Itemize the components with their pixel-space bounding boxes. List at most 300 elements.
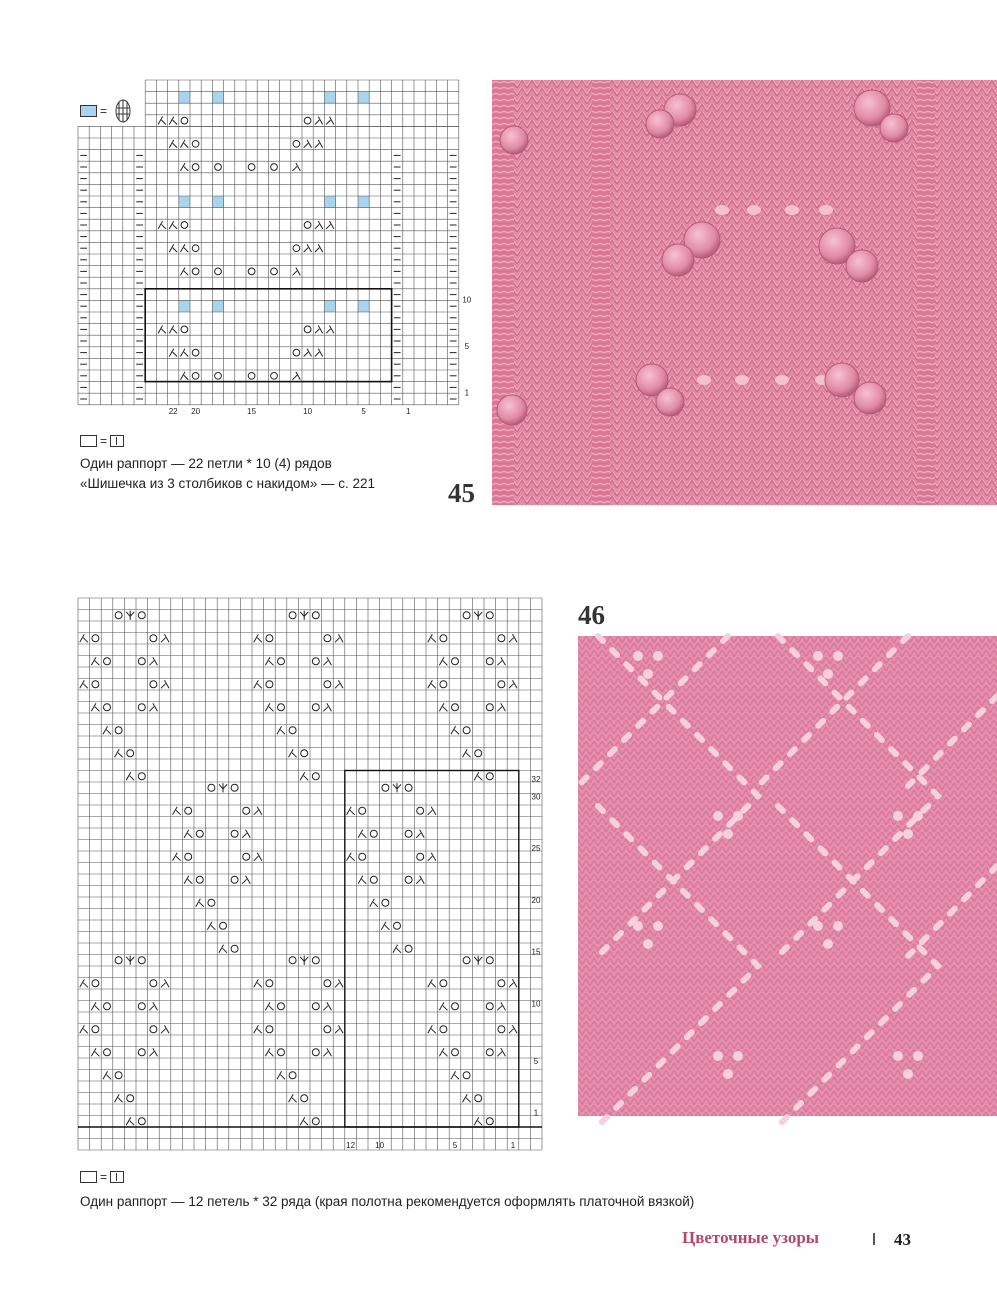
page-number: 43 — [894, 1230, 911, 1249]
stitch-symbol — [104, 1049, 111, 1056]
stitch-symbol — [243, 807, 250, 814]
stitch-symbol — [127, 1095, 134, 1102]
col-label: 1 — [510, 1141, 516, 1150]
stitch-symbol — [265, 1002, 273, 1010]
stitch-symbol — [278, 658, 285, 665]
stitch-symbol — [104, 658, 111, 665]
stitch-symbol — [126, 956, 134, 965]
stitch-symbol — [169, 117, 177, 125]
stitch-symbol — [215, 268, 222, 275]
stitch-symbol — [475, 750, 482, 757]
stitch-symbol — [248, 164, 255, 171]
caption-46: Один раппорт — 12 петель * 32 ряда (края полотна рекомендуется оформлять платочной вязкой) — [80, 1194, 695, 1209]
knit-stitch-icon — [110, 1171, 124, 1183]
stitch-symbol — [358, 830, 366, 838]
stitch-symbol — [312, 1049, 319, 1056]
stitch-symbol — [315, 325, 323, 333]
stitch-symbol — [196, 830, 203, 837]
stitch-symbol — [304, 244, 312, 252]
stitch-symbol — [324, 1026, 331, 1033]
row-label: 32 — [531, 775, 541, 784]
stitch-symbol — [474, 1117, 482, 1125]
stitch-symbol — [180, 372, 188, 380]
stitch-symbol — [161, 680, 169, 688]
bobble-cell — [324, 196, 335, 208]
stitch-symbol — [428, 680, 436, 688]
stitch-symbol — [184, 876, 192, 884]
stitch-symbol — [315, 244, 323, 252]
stitch-symbol — [266, 681, 273, 688]
stitch-symbol — [91, 1002, 99, 1010]
stitch-symbol — [192, 372, 199, 379]
stitch-symbol — [463, 749, 471, 757]
row-label: 5 — [464, 342, 470, 352]
stitch-symbol — [335, 680, 343, 688]
stitch-symbol — [324, 980, 331, 987]
stitch-symbol — [254, 634, 262, 642]
stitch-symbol — [173, 807, 181, 815]
stitch-symbol — [347, 853, 355, 861]
stitch-symbol — [158, 325, 166, 333]
stitch-symbol — [486, 658, 493, 665]
stitch-symbol — [181, 117, 188, 124]
stitch-symbol — [150, 681, 157, 688]
stitch-symbol — [439, 703, 447, 711]
stitch-symbol — [254, 807, 262, 815]
stitch-symbol — [265, 657, 273, 665]
stitch-symbol — [92, 635, 99, 642]
stitch-symbol — [293, 349, 300, 356]
stitch-symbol — [304, 140, 312, 148]
stitch-symbol — [149, 657, 157, 665]
stitch-symbol — [304, 326, 311, 333]
stitch-symbol — [463, 727, 470, 734]
stitch-symbol — [358, 876, 366, 884]
stitch-symbol — [292, 163, 300, 171]
photo-45 — [492, 80, 997, 505]
stitch-symbol — [215, 372, 222, 379]
stitch-symbol — [463, 612, 470, 619]
row-label: 15 — [531, 947, 541, 957]
stitch-symbol — [440, 1026, 447, 1033]
stitch-symbol — [497, 1002, 505, 1010]
stitch-symbol — [405, 945, 412, 952]
col-label: 15 — [247, 406, 257, 416]
col-label: 10 — [303, 406, 313, 416]
stitch-symbol — [428, 979, 436, 987]
stitch-symbol — [115, 749, 123, 757]
stitch-symbol — [474, 611, 482, 620]
row-label: 30 — [531, 792, 541, 802]
stitch-symbol — [315, 221, 323, 229]
stitch-symbol — [451, 1071, 459, 1079]
stitch-symbol — [428, 634, 436, 642]
stitch-symbol — [254, 680, 262, 688]
stitch-symbol — [208, 899, 215, 906]
stitch-symbol — [289, 612, 296, 619]
stitch-symbol — [169, 140, 177, 148]
stitch-symbol — [266, 635, 273, 642]
stitch-symbol — [138, 957, 145, 964]
stitch-symbol — [181, 326, 188, 333]
stitch-symbol — [498, 681, 505, 688]
stitch-symbol — [312, 658, 319, 665]
stitch-symbol — [452, 704, 459, 711]
stitch-symbol — [92, 1026, 99, 1033]
stitch-symbol — [103, 1071, 111, 1079]
stitch-symbol — [173, 853, 181, 861]
legend-knit-46: = — [80, 1168, 124, 1186]
stitch-symbol — [243, 853, 250, 860]
stitch-symbol — [126, 1117, 134, 1125]
stitch-symbol — [149, 1002, 157, 1010]
stitch-symbol — [315, 140, 323, 148]
chart-46-grid — [78, 598, 556, 1160]
stitch-symbol — [315, 117, 323, 125]
stitch-symbol — [509, 680, 517, 688]
stitch-symbol — [289, 957, 296, 964]
stitch-symbol — [439, 657, 447, 665]
bobble-cell — [324, 92, 335, 104]
chart-45 — [78, 80, 470, 422]
stitch-symbol — [149, 703, 157, 711]
stitch-symbol — [80, 634, 88, 642]
stitch-symbol — [185, 807, 192, 814]
bobble-cell — [324, 300, 335, 312]
stitch-symbol — [509, 979, 517, 987]
bobble-cell — [358, 300, 369, 312]
stitch-symbol — [312, 612, 319, 619]
stitch-symbol — [278, 704, 285, 711]
stitch-symbol — [301, 750, 308, 757]
stitch-symbol — [463, 1094, 471, 1102]
stitch-symbol — [300, 772, 308, 780]
stitch-symbol — [169, 325, 177, 333]
stitch-symbol — [161, 1025, 169, 1033]
bobble-cell — [179, 300, 190, 312]
stitch-symbol — [138, 1003, 145, 1010]
stitch-symbol — [393, 783, 401, 792]
stitch-symbol — [138, 773, 145, 780]
stitch-symbol — [192, 268, 199, 275]
col-label: 1 — [406, 406, 411, 416]
stitch-symbol — [254, 1025, 262, 1033]
stitch-symbol — [370, 876, 377, 883]
stitch-symbol — [115, 727, 122, 734]
stitch-symbol — [440, 980, 447, 987]
stitch-symbol — [474, 772, 482, 780]
stitch-symbol — [323, 703, 331, 711]
stitch-symbol — [150, 980, 157, 987]
stitch-symbol — [192, 245, 199, 252]
chart-46 — [78, 598, 556, 1160]
stitch-symbol — [185, 853, 192, 860]
stitch-symbol — [312, 704, 319, 711]
row-label: 1 — [533, 1108, 539, 1118]
stitch-symbol — [150, 635, 157, 642]
stitch-symbol — [359, 853, 366, 860]
chart-45-grid — [78, 80, 470, 422]
stitch-symbol — [115, 1072, 122, 1079]
stitch-symbol — [304, 222, 311, 229]
stitch-symbol — [104, 704, 111, 711]
stitch-symbol — [324, 635, 331, 642]
stitch-symbol — [301, 1095, 308, 1102]
caption-45-line2: «Шишечка из 3 столбиков с накидом» — с. 221 — [80, 476, 376, 491]
stitch-symbol — [486, 1118, 493, 1125]
chart-45-main-grid — [78, 126, 459, 404]
repeat-box-46 — [345, 771, 519, 1128]
row-label: 10 — [462, 295, 472, 305]
stitch-symbol — [231, 876, 238, 883]
stitch-symbol — [180, 267, 188, 275]
stitch-symbol — [104, 1003, 111, 1010]
col-label: 12 — [346, 1141, 356, 1150]
stitch-symbol — [138, 704, 145, 711]
stitch-symbol — [150, 1026, 157, 1033]
stitch-symbol — [271, 372, 278, 379]
stitch-symbol — [192, 164, 199, 171]
stitch-symbol — [475, 1095, 482, 1102]
stitch-symbol — [312, 1003, 319, 1010]
stitch-symbol — [509, 1025, 517, 1033]
stitch-symbol — [215, 164, 222, 171]
stitch-symbol — [169, 244, 177, 252]
stitch-symbol — [231, 830, 238, 837]
stitch-symbol — [138, 612, 145, 619]
stitch-symbol — [196, 899, 204, 907]
stitch-symbol — [219, 783, 227, 792]
stitch-symbol — [149, 1048, 157, 1056]
section-title: Цветочные узоры — [682, 1228, 820, 1247]
stitch-symbol — [428, 807, 436, 815]
stitch-symbol — [271, 164, 278, 171]
stitch-symbol — [486, 1049, 493, 1056]
stitch-symbol — [335, 634, 343, 642]
stitch-symbol — [498, 980, 505, 987]
stitch-symbol — [304, 349, 312, 357]
stitch-symbol — [242, 876, 250, 884]
stitch-symbol — [266, 980, 273, 987]
stitch-symbol — [248, 372, 255, 379]
stitch-symbol — [248, 268, 255, 275]
bobble-cell — [179, 196, 190, 208]
stitch-symbol — [323, 1048, 331, 1056]
stitch-symbol — [254, 853, 262, 861]
stitch-symbol — [265, 703, 273, 711]
stitch-symbol — [293, 245, 300, 252]
stitch-symbol — [289, 1072, 296, 1079]
stitch-symbol — [509, 634, 517, 642]
stitch-symbol — [126, 611, 134, 620]
stitch-symbol — [463, 1072, 470, 1079]
photo-46 — [578, 636, 997, 1116]
stitch-symbol — [486, 773, 493, 780]
stitch-symbol — [271, 268, 278, 275]
stitch-symbol — [80, 680, 88, 688]
stitch-symbol — [80, 1025, 88, 1033]
chart-45-top-grid — [145, 80, 459, 126]
stitch-symbol — [347, 807, 355, 815]
row-label: 20 — [531, 895, 541, 905]
pattern-number-45: 45 — [448, 478, 475, 508]
bobble-cell — [212, 196, 223, 208]
stitch-symbol — [127, 750, 134, 757]
stitch-symbol — [486, 1003, 493, 1010]
stitch-symbol — [289, 1094, 297, 1102]
stitch-symbol — [289, 749, 297, 757]
stitch-symbol — [463, 957, 470, 964]
stitch-symbol — [207, 922, 215, 930]
bobble-cell — [179, 92, 190, 104]
stitch-symbol — [192, 349, 199, 356]
bobble-cell — [358, 92, 369, 104]
stitch-symbol — [278, 1003, 285, 1010]
stitch-symbol — [92, 681, 99, 688]
stitch-symbol — [335, 1025, 343, 1033]
stitch-symbol — [326, 117, 334, 125]
stitch-symbol — [80, 979, 88, 987]
stitch-symbol — [417, 807, 424, 814]
stitch-symbol — [416, 876, 424, 884]
stitch-symbol — [91, 657, 99, 665]
stitch-symbol — [323, 1002, 331, 1010]
stitch-symbol — [289, 727, 296, 734]
stitch-symbol — [91, 703, 99, 711]
stitch-symbol — [405, 784, 412, 791]
stitch-symbol — [312, 773, 319, 780]
stitch-symbol — [370, 830, 377, 837]
stitch-symbol — [440, 635, 447, 642]
stitch-symbol — [180, 140, 188, 148]
stitch-symbol — [405, 830, 412, 837]
col-label: 20 — [191, 406, 201, 416]
stitch-symbol — [486, 612, 493, 619]
stitch-symbol — [304, 117, 311, 124]
stitch-symbol — [192, 140, 199, 147]
stitch-symbol — [181, 222, 188, 229]
stitch-symbol — [326, 325, 334, 333]
stitch-symbol — [161, 979, 169, 987]
stitch-symbol — [158, 221, 166, 229]
stitch-symbol — [474, 956, 482, 965]
stitch-symbol — [277, 726, 285, 734]
stitch-symbol — [180, 349, 188, 357]
col-label: 22 — [168, 406, 178, 416]
stitch-symbol — [394, 922, 401, 929]
stitch-symbol — [278, 1049, 285, 1056]
stitch-symbol — [169, 349, 177, 357]
knit-photo-46 — [578, 636, 997, 1116]
stitch-symbol — [254, 979, 262, 987]
stitch-symbol — [323, 657, 331, 665]
chart-46-grid-lines — [78, 598, 542, 1150]
stitch-symbol — [312, 1118, 319, 1125]
bobble-cell — [358, 196, 369, 208]
stitch-symbol — [440, 681, 447, 688]
stitch-symbol — [231, 784, 238, 791]
stitch-symbol — [428, 853, 436, 861]
stitch-symbol — [180, 163, 188, 171]
stitch-symbol — [486, 704, 493, 711]
stitch-symbol — [180, 244, 188, 252]
stitch-symbol — [405, 876, 412, 883]
stitch-symbol — [292, 267, 300, 275]
stitch-symbol — [126, 772, 134, 780]
stitch-symbol — [115, 1094, 123, 1102]
stitch-symbol — [498, 1026, 505, 1033]
stitch-symbol — [381, 922, 389, 930]
stitch-symbol — [293, 140, 300, 147]
stitch-symbol — [452, 1003, 459, 1010]
stitch-symbol — [91, 1048, 99, 1056]
legend-bobble: = — [80, 98, 132, 124]
pattern-number-46: 46 — [578, 600, 605, 630]
stitch-symbol — [326, 221, 334, 229]
col-label: 10 — [375, 1141, 385, 1150]
stitch-symbol — [103, 726, 111, 734]
stitch-symbol — [115, 612, 122, 619]
stitch-symbol — [452, 658, 459, 665]
stitch-symbol — [300, 1117, 308, 1125]
stitch-symbol — [486, 957, 493, 964]
stitch-symbol — [370, 899, 378, 907]
stitch-symbol — [498, 635, 505, 642]
stitch-symbol — [184, 830, 192, 838]
footer-divider — [873, 1233, 875, 1245]
stitch-symbol — [292, 372, 300, 380]
stitch-symbol — [428, 1025, 436, 1033]
stitch-symbol — [138, 658, 145, 665]
bobble-cell — [212, 300, 223, 312]
row-label: 10 — [531, 999, 541, 1009]
legend-knit-45: = — [80, 432, 124, 450]
knit-stitch-icon — [110, 435, 124, 447]
stitch-symbol — [115, 957, 122, 964]
stitch-symbol — [138, 1049, 145, 1056]
row-label: 1 — [464, 388, 470, 398]
stitch-symbol — [169, 221, 177, 229]
stitch-symbol — [359, 807, 366, 814]
stitch-symbol — [452, 1049, 459, 1056]
stitch-symbol — [300, 611, 308, 620]
stitch-symbol — [242, 830, 250, 838]
stitch-symbol — [451, 726, 459, 734]
row-label: 5 — [533, 1056, 539, 1066]
stitch-symbol — [382, 784, 389, 791]
stitch-symbol — [277, 1071, 285, 1079]
stitch-symbol — [219, 945, 227, 953]
col-label: 5 — [452, 1141, 458, 1150]
stitch-symbol — [266, 1026, 273, 1033]
stitch-symbol — [416, 830, 424, 838]
stitch-symbol — [312, 957, 319, 964]
caption-45-line1: Один раппорт — 22 петли * 10 (4) рядов — [80, 456, 332, 471]
stitch-symbol — [158, 117, 166, 125]
bobble-cell — [212, 92, 223, 104]
col-label: 5 — [361, 406, 366, 416]
stitch-symbol — [208, 784, 215, 791]
stitch-symbol — [161, 634, 169, 642]
stitch-symbol — [497, 703, 505, 711]
stitch-symbol — [196, 876, 203, 883]
stitch-symbol — [382, 899, 389, 906]
stitch-symbol — [265, 1048, 273, 1056]
stitch-symbol — [393, 945, 401, 953]
stitch-symbol — [92, 980, 99, 987]
stitch-symbol — [231, 945, 238, 952]
stitch-symbol — [497, 657, 505, 665]
